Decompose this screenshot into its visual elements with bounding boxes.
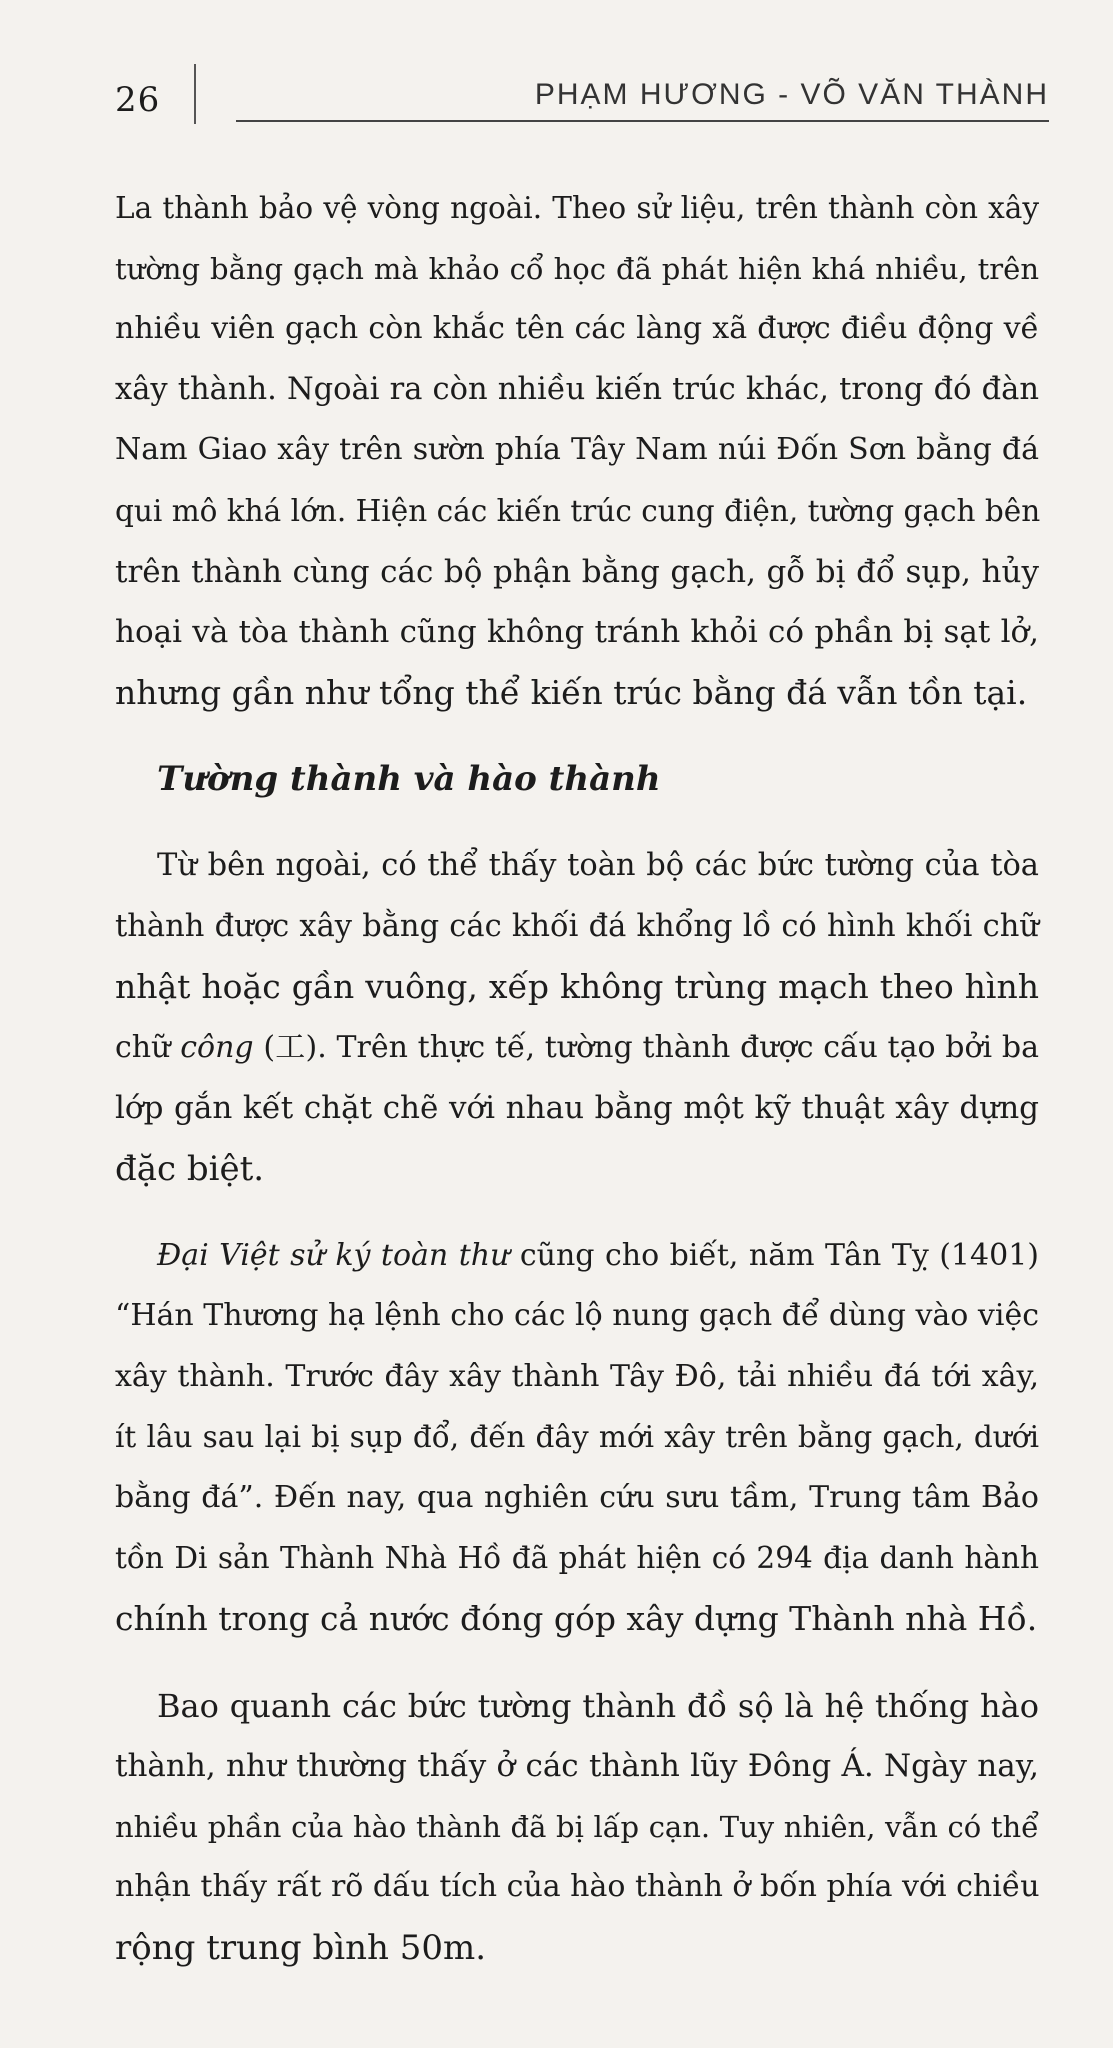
text-run: (工). Trên thực tế, tường thành được cấu tạo bởi ba — [253, 1029, 1039, 1065]
text-line: Nam Giao xây trên sườn phía Tây Nam núi Đốn Sơn bằng đá — [115, 432, 1039, 468]
text-line: rộng trung bình 50m. — [115, 1928, 487, 1969]
text-line: đặc biệt. — [115, 1148, 265, 1189]
text-line: nhưng gần như tổng thể kiến trúc bằng đá vẫn tồn tại. — [115, 672, 1028, 712]
text-line: xây thành. Trước đây xây thành Tây Đô, tải nhiều đá tới xây, — [115, 1358, 1039, 1394]
text-line — [115, 1226, 1039, 1287]
text-line: nhiều viên gạch còn khắc tên các làng xã được điều động về — [115, 311, 1039, 347]
paragraph-2 — [115, 836, 1039, 1200]
text-line: hoại và tòa thành cũng không tránh khỏi có phần bị sạt lở, — [115, 614, 1039, 651]
text-line: tường bằng gạch mà khảo cổ học đã phát hiện khá nhiều, trên — [115, 251, 1039, 286]
italic-book-title: Đại Việt sử ký toàn thư — [157, 1237, 510, 1273]
text-line: tồn Di sản Thành Nhà Hồ đã phát hiện có 294 địa danh hành — [115, 1541, 1039, 1576]
text-line: chính trong cả nước đóng góp xây dựng Thành nhà Hồ. — [115, 1599, 1038, 1639]
text-line: Từ bên ngoài, có thể thấy toàn bộ các bức tường của tòa — [157, 847, 1039, 883]
running-header-authors: PHẠM HƯƠNG - VÕ VĂN THÀNH — [534, 78, 1049, 111]
italic-term: công — [180, 1029, 254, 1065]
text-line: “Hán Thương hạ lệnh cho các lộ nung gạch để dùng vào việc — [115, 1298, 1039, 1334]
section-heading: Tường thành và hào thành — [157, 759, 661, 800]
body-text — [115, 178, 1039, 1979]
text-line: thành, như thường thấy ở các thành lũy Đông Á. Ngày nay, — [115, 1748, 1039, 1785]
text-line: ít lâu sau lại bị sụp đổ, đến đây mới xây trên bằng gạch, dưới — [115, 1420, 1039, 1455]
page-header — [0, 0, 1113, 140]
text-line: qui mô khá lớn. Hiện các kiến trúc cung điện, tường gạch bên — [115, 493, 1041, 528]
text-line: Bao quanh các bức tường thành đồ sộ là hệ thống hào — [157, 1686, 1039, 1725]
text-line: La thành bảo vệ vòng ngoài. Theo sử liệu, trên thành còn xây — [115, 191, 1039, 225]
text-line — [115, 1018, 1039, 1079]
text-line: nhận thấy rất rõ dấu tích của hào thành ở bốn phía với chiều — [115, 1869, 1040, 1905]
page-number: 26 — [115, 80, 161, 120]
header-rule — [236, 120, 1049, 122]
text-line: nhật hoặc gần vuông, xếp không trùng mạch theo hình — [115, 967, 1039, 1007]
header-separator — [194, 64, 196, 124]
paragraph-1 — [115, 178, 1039, 723]
text-line: thành được xây bằng các khối đá khổng lồ có hình khối chữ — [115, 908, 1039, 944]
text-run: cũng cho biết, năm Tân Tỵ (1401) — [509, 1237, 1039, 1273]
text-line: lớp gắn kết chặt chẽ với nhau bằng một kỹ thuật xây dựng — [115, 1090, 1039, 1127]
text-line: nhiều phần của hào thành đã bị lấp cạn. Tuy nhiên, vẫn có thể — [115, 1809, 1039, 1844]
text-run: chữ — [115, 1029, 181, 1065]
paragraph-3 — [115, 1226, 1039, 1650]
text-line: trên thành cùng các bộ phận bằng gạch, gỗ bị đổ sụp, hủy — [115, 553, 1039, 590]
text-line: xây thành. Ngoài ra còn nhiều kiến trúc khác, trong đó đàn — [115, 371, 1039, 407]
text-line: bằng đá”. Đến nay, qua nghiên cứu sưu tầm, Trung tâm Bảo — [115, 1479, 1039, 1515]
paragraph-4 — [115, 1676, 1039, 1979]
